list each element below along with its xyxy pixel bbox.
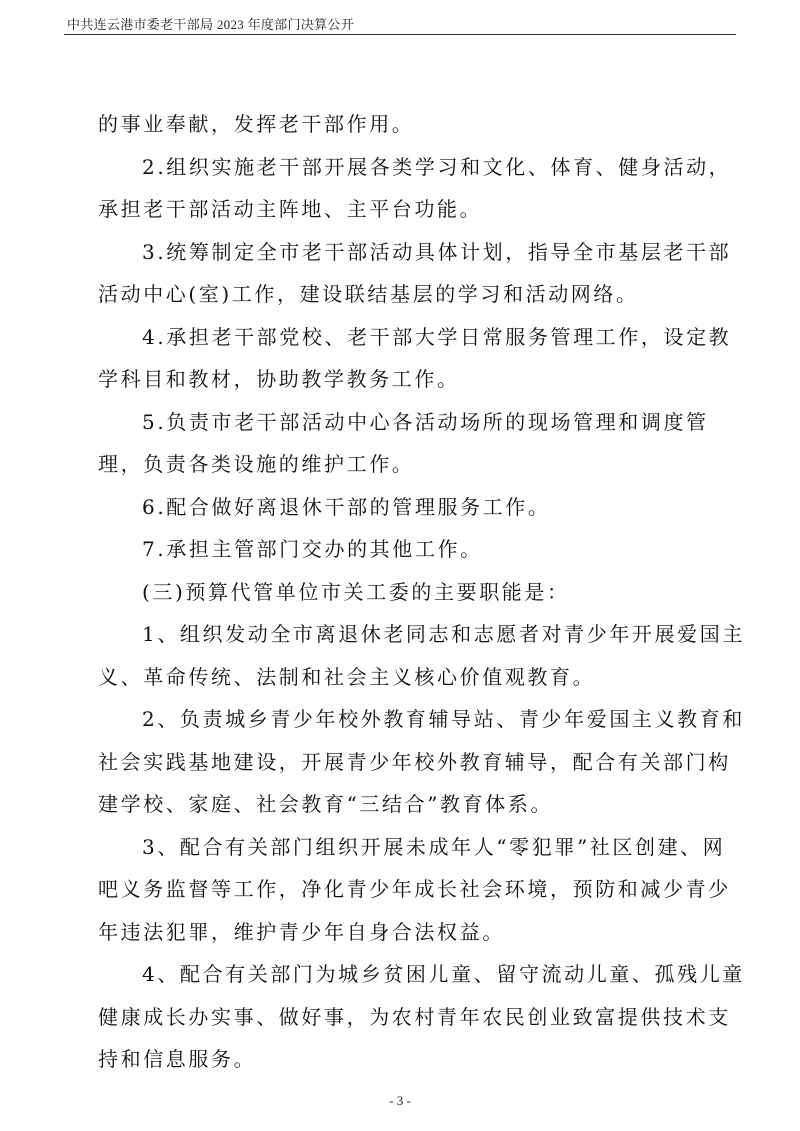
body-line: (三)预算代管单位市关工委的主要职能是： xyxy=(142,579,570,604)
body-line: 年违法犯罪，维护青少年自身合法权益。 xyxy=(98,919,505,944)
body-line: 3、配合有关部门组织开展未成年人“零犯罪”社区创建、网 xyxy=(142,834,726,859)
body-line: 7.承担主管部门交办的其他工作。 xyxy=(142,537,483,561)
body-line: 4.承担老干部党校、老干部大学日常服务管理工作，设定教 xyxy=(142,324,732,349)
body-line: 社会实践基地建设，开展青少年校外教育辅导，配合有关部门构 xyxy=(98,749,731,774)
body-line: 学科目和教材，协助教学教务工作。 xyxy=(98,367,460,391)
body-line: 承担老干部活动主阵地、主平台功能。 xyxy=(98,197,483,221)
body-line: 2.组织实施老干部开展各类学习和文化、体育、健身活动， xyxy=(142,154,732,179)
body-line: 理，负责各类设施的维护工作。 xyxy=(98,452,415,476)
body-line: 健康成长办实事、做好事，为农村青年农民创业致富提供技术支 xyxy=(98,1004,731,1029)
body-line: 6.配合做好离退休干部的管理服务工作。 xyxy=(142,494,551,519)
body-line: 的事业奉献，发挥老干部作用。 xyxy=(98,112,415,136)
body-line: 活动中心(室)工作，建设联结基层的学习和活动网络。 xyxy=(98,282,639,306)
body-line: 3.统筹制定全市老干部活动具体计划，指导全市基层老干部 xyxy=(142,239,732,264)
header-rule xyxy=(64,34,736,35)
body-line: 吧义务监督等工作，净化青少年成长社会环境，预防和减少青少 xyxy=(98,877,731,901)
body-line: 义、革命传统、法制和社会主义核心价值观教育。 xyxy=(98,664,596,689)
body-line: 持和信息服务。 xyxy=(98,1047,257,1071)
body-line: 2、负责城乡青少年校外教育辅导站、青少年爱国主义教育和 xyxy=(142,707,745,731)
body-line: 4、配合有关部门为城乡贫困儿童、留守流动儿童、孤残儿童 xyxy=(142,962,745,986)
document-header: 中共连云港市委老干部局 2023 年度部门决算公开 xyxy=(67,17,354,32)
body-line: 5.负责市老干部活动中心各活动场所的现场管理和调度管 xyxy=(142,409,709,434)
body-line: 建学校、家庭、社会教育“三结合”教育体系。 xyxy=(98,792,554,816)
body-line: 1、组织发动全市离退休老同志和志愿者对青少年开展爱国主 xyxy=(142,622,745,646)
document-body xyxy=(98,103,745,1081)
page-number: - 3 - xyxy=(389,1093,411,1108)
